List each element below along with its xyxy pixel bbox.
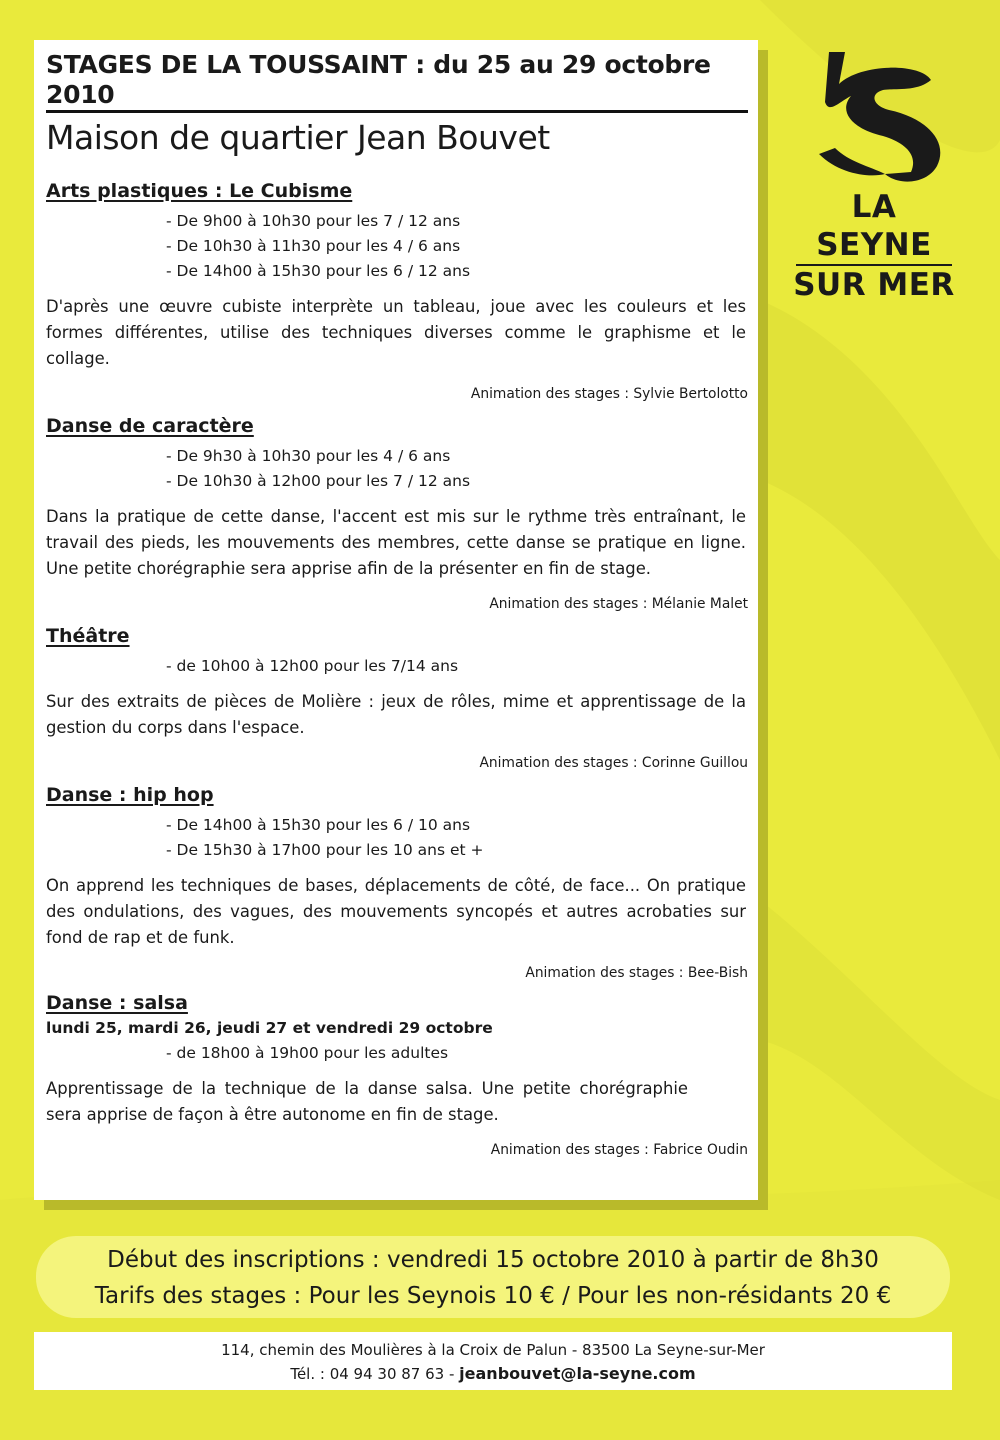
schedule-item: - De 10h30 à 11h30 pour les 4 / 6 ans	[166, 237, 461, 255]
section-arts-plastiques	[46, 179, 748, 404]
animation-credit: Animation des stages : Fabrice Oudin	[490, 1142, 748, 1158]
section-danse-caractere	[46, 414, 748, 614]
registration-band	[36, 1236, 950, 1318]
inscriptions-value: vendredi 15 octobre 2010 à partir de 8h30	[387, 1247, 879, 1273]
section-description: D'après une œuvre cubiste interprète un tableau, joue avec les couleurs et les formes différentes, utilise des techniques diverses comme le graphisme et le collage.	[46, 297, 746, 368]
schedule-item: - De 14h00 à 15h30 pour les 6 / 10 ans	[166, 816, 471, 834]
schedule-item: - De 9h30 à 10h30 pour les 4 / 6 ans	[166, 447, 451, 465]
schedule-list	[166, 813, 748, 863]
animation-credit: Animation des stages : Mélanie Malet	[489, 596, 748, 612]
section-description: On apprend les techniques de bases, déplacements de côté, de face... On pratique des ondulations, des vagues, des mouvements syncopés et autres acrobaties sur fond de rap et de funk.	[46, 876, 746, 947]
telephone: Tél. : 04 94 30 87 63 -	[290, 1365, 455, 1383]
section-title: Arts plastiques : Le Cubisme	[46, 180, 353, 202]
program-panel	[34, 40, 758, 1200]
logo-line-1: LA SEYNE	[816, 189, 932, 263]
section-title: Danse de caractère	[46, 415, 254, 437]
stages-title: STAGES DE LA TOUSSAINT : du 25 au 29 octobre 2010	[46, 50, 748, 113]
la-seyne-logo	[792, 44, 956, 304]
animation-credit: Animation des stages : Corinne Guillou	[479, 755, 748, 771]
section-description: Apprentissage de la technique de la danse salsa. Une petite chorégraphie sera apprise de façon à être autonome en fin de stage.	[46, 1079, 688, 1124]
salsa-days: lundi 25, mardi 26, jeudi 27 et vendredi 29 octobre	[46, 1019, 493, 1037]
schedule-item: - de 18h00 à 19h00 pour les adultes	[166, 1044, 449, 1062]
schedule-item: - de 10h00 à 12h00 pour les 7/14 ans	[166, 657, 459, 675]
logo-line-2: SUR MER	[793, 267, 955, 303]
tarifs-value: Pour les Seynois 10 € / Pour les non-résidants 20 €	[308, 1283, 892, 1309]
section-title: Danse : hip hop	[46, 784, 214, 806]
section-theatre	[46, 624, 748, 773]
section-description: Dans la pratique de cette danse, l'accent est mis sur le rythme très entraînant, le travail des pieds, les mouvements des membres, cette danse se pratique en ligne. Une petite chorégraphie sera apprise afin de la présenter en fin de stage.	[46, 507, 746, 578]
seyne-s-emblem-icon	[799, 44, 949, 184]
email-link[interactable]: jeanbouvet@la-seyne.com	[459, 1364, 696, 1383]
schedule-item: - De 14h00 à 15h30 pour les 6 / 12 ans	[166, 262, 471, 280]
tarifs-label: Tarifs des stages :	[94, 1283, 302, 1309]
venue-title: Maison de quartier Jean Bouvet	[46, 118, 550, 157]
animation-credit: Animation des stages : Sylvie Bertolotto	[470, 386, 748, 402]
schedule-list	[166, 209, 748, 284]
schedule-item: - De 10h30 à 12h00 pour les 7 / 12 ans	[166, 472, 471, 490]
schedule-list	[166, 1041, 748, 1066]
schedule-list	[166, 444, 748, 494]
inscriptions-line	[36, 1242, 950, 1278]
animation-credit: Animation des stages : Bee-Bish	[525, 965, 748, 981]
address: 114, chemin des Moulières à la Croix de Palun - 83500 La Seyne-sur-Mer	[221, 1341, 765, 1359]
inscriptions-label: Début des inscriptions :	[107, 1247, 380, 1273]
section-title: Théâtre	[46, 625, 130, 647]
section-salsa	[46, 991, 748, 1160]
schedule-item: - De 15h30 à 17h00 pour les 10 ans et +	[166, 841, 484, 859]
section-title: Danse : salsa	[46, 992, 188, 1014]
section-hip-hop	[46, 783, 748, 983]
contact-footer	[34, 1332, 952, 1390]
section-description: Sur des extraits de pièces de Molière : jeux de rôles, mime et apprentissage de la gestion du corps dans l'espace.	[46, 692, 746, 737]
schedule-list	[166, 654, 748, 679]
schedule-item: - De 9h00 à 10h30 pour les 7 / 12 ans	[166, 212, 461, 230]
tarifs-line	[36, 1278, 950, 1314]
contact-line	[34, 1362, 952, 1386]
